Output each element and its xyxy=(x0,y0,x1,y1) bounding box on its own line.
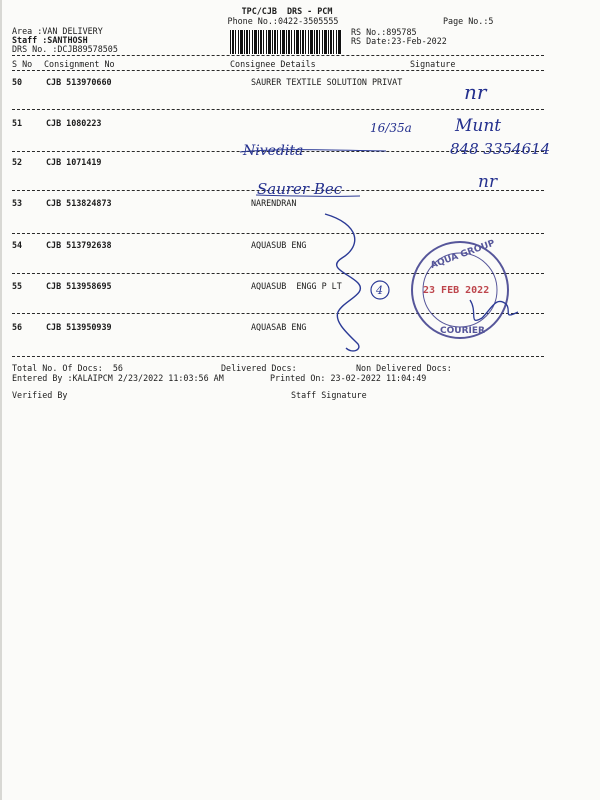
row-consignment: CJB 513792638 xyxy=(46,240,112,250)
scan-edge xyxy=(0,0,2,800)
col-consignment: Consignment No xyxy=(44,59,115,69)
non-delivered-docs: Non Delivered Docs: xyxy=(356,363,452,373)
printed-on: Printed On: 23-02-2022 11:04:49 xyxy=(270,373,427,383)
barcode xyxy=(230,30,342,54)
row-consignment: CJB 513950939 xyxy=(46,322,112,332)
handwritten-nr: nr xyxy=(478,172,498,192)
rs-number: RS No.:895785 xyxy=(351,27,417,37)
document-title: TPC/CJB DRS - PCM xyxy=(241,6,333,16)
row-sno: 51 xyxy=(12,118,23,128)
handwritten-nr: nr xyxy=(464,80,487,104)
total-docs: Total No. Of Docs: 56 xyxy=(12,363,123,373)
row-sno: 53 xyxy=(12,198,23,208)
row-sno: 55 xyxy=(12,281,23,291)
verified-by: Verified By xyxy=(12,390,68,400)
row-consignee: AQUASUB ENGG P LT xyxy=(251,281,342,291)
col-signature: Signature xyxy=(410,59,456,69)
row-consignment: CJB 513824873 xyxy=(46,198,112,208)
handwritten-signature: Munt xyxy=(455,116,502,136)
col-sno: S No xyxy=(12,59,33,69)
circled-number: 4 xyxy=(376,284,383,297)
entered-by: Entered By :KALAIPCM 2/23/2022 11:03:56 AM xyxy=(12,373,224,383)
col-consignee: Consignee Details xyxy=(230,59,316,69)
row-consignment: CJB 513958695 xyxy=(46,281,112,291)
footer-rule xyxy=(12,356,544,357)
header-rule-bottom xyxy=(12,70,544,71)
row-consignment: CJB 513970660 xyxy=(46,77,112,87)
row-divider xyxy=(12,109,544,110)
stamp-top-text: AQUA GROUP xyxy=(429,238,497,272)
handwritten-name: Saurer Bec xyxy=(257,180,343,198)
handwritten-name: Nivedita xyxy=(243,143,304,159)
row-consignee: AQUASUB ENG xyxy=(251,240,307,250)
handwritten-phone: 848 3354614 xyxy=(450,140,551,158)
rs-date: RS Date:23-Feb-2022 xyxy=(351,36,447,46)
row-divider xyxy=(12,233,544,234)
area-field: Area :VAN DELIVERY xyxy=(12,26,103,36)
row-consignee: NARENDRAN xyxy=(251,198,297,208)
delivered-docs: Delivered Docs: xyxy=(221,363,297,373)
row-consignee: SAURER TEXTILE SOLUTION PRIVAT xyxy=(251,77,403,87)
row-consignee: AQUASAB ENG xyxy=(251,322,307,332)
courier-stamp xyxy=(412,238,508,338)
row-sno: 56 xyxy=(12,322,23,332)
row-divider xyxy=(12,313,544,314)
staff-signature-label: Staff Signature xyxy=(291,390,367,400)
stamp-date: 23 FEB 2022 xyxy=(423,285,490,296)
row-consignment: CJB 1071419 xyxy=(46,157,102,167)
drs-number: DRS No. :DCJB89578505 xyxy=(12,44,118,54)
row-sno: 54 xyxy=(12,240,23,250)
row-consignment: CJB 1080223 xyxy=(46,118,102,128)
header-rule-top xyxy=(12,55,544,56)
row-sno: 50 xyxy=(12,77,23,87)
stamp-bottom-text: COURIER xyxy=(440,326,485,336)
row-divider xyxy=(12,273,544,274)
handwritten-number: 16/35a xyxy=(370,121,412,135)
stamp-signature-icon xyxy=(470,300,518,320)
staff-field: Staff :SANTHOSH xyxy=(12,35,88,45)
phone-number: Phone No.:0422-3505555 xyxy=(227,16,339,26)
circled-number-icon xyxy=(371,281,389,299)
row-sno: 52 xyxy=(12,157,23,167)
page-number: Page No.:5 xyxy=(443,16,494,26)
